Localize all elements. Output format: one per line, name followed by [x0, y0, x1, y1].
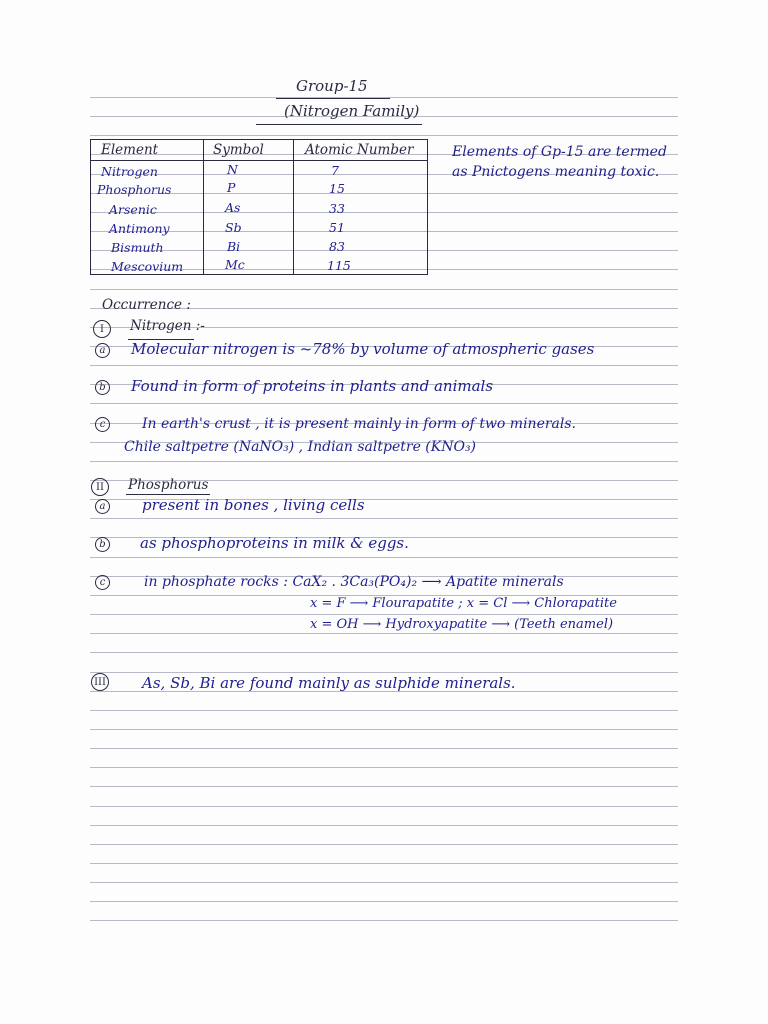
point-marker-c: c: [95, 575, 110, 590]
ruled-line: [90, 557, 678, 558]
ruled-line: [90, 633, 678, 634]
nitrogen-point-c: In earth's crust , it is present mainly in form of two minerals.: [142, 416, 577, 432]
phosphorus-heading-underline: [126, 494, 210, 495]
table-cell-element: Phosphorus: [97, 182, 172, 197]
table-cell-symbol: Mc: [225, 257, 245, 272]
phosphorus-point-c-fluorapatite: x = F ⟶ Flourapatite ; x = Cl ⟶ Chlorapatite: [310, 596, 617, 611]
table-cell-symbol: Bi: [227, 239, 241, 254]
table-cell-element: Mescovium: [111, 259, 184, 274]
table-header-element: Element: [101, 142, 159, 158]
table-cell-symbol: P: [227, 180, 236, 195]
table-cell-atomic-number: 33: [329, 201, 345, 216]
roman-numeral-3: III: [91, 673, 109, 691]
ruled-line: [90, 461, 678, 462]
table-cell-symbol: N: [227, 162, 238, 177]
ruled-line: [90, 767, 678, 768]
table-cell-symbol: Sb: [225, 220, 242, 235]
ruled-line: [90, 748, 678, 749]
phosphorus-point-c: in phosphate rocks : CaX₂ . 3Ca₃(PO₄)₂ ⟶ Apatite minerals: [144, 574, 564, 590]
sulphide-minerals-note: As, Sb, Bi are found mainly as sulphide minerals.: [142, 674, 516, 692]
table-cell-atomic-number: 51: [329, 220, 345, 235]
point-marker-c: c: [95, 417, 110, 432]
ruled-line: [90, 882, 678, 883]
ruled-line: [90, 135, 678, 136]
ruled-line: [90, 844, 678, 845]
ruled-line: [90, 901, 678, 902]
roman-numeral-2: II: [91, 478, 109, 496]
nitrogen-point-a: Molecular nitrogen is ~78% by volume of atmospheric gases: [131, 340, 595, 358]
ruled-line: [90, 920, 678, 921]
roman-numeral-1: I: [93, 320, 111, 338]
table-cell-symbol: As: [225, 200, 241, 215]
side-note-line-1: Elements of Gp-15 are termed: [452, 144, 667, 160]
phosphorus-point-a: present in bones , living cells: [142, 496, 365, 514]
point-marker-a: a: [95, 343, 110, 358]
table-cell-element: Antimony: [109, 221, 170, 236]
title-underline-1: [276, 98, 390, 99]
table-header-symbol: Symbol: [213, 142, 264, 158]
nitrogen-point-b: Found in form of proteins in plants and animals: [131, 377, 494, 395]
title-line-1: Group-15: [296, 77, 368, 95]
occurrence-heading: Occurrence :: [102, 297, 191, 313]
table-cell-element: Arsenic: [109, 202, 157, 217]
nitrogen-heading: Nitrogen :-: [130, 318, 205, 334]
ruled-line: [90, 863, 678, 864]
title-line-2: (Nitrogen Family): [284, 102, 420, 120]
nitrogen-point-c-minerals: Chile saltpetre (NaNO₃) , Indian saltpetre (KNO₃): [124, 439, 477, 455]
ruled-line: [90, 365, 678, 366]
ruled-line: [90, 672, 678, 673]
ruled-line: [90, 518, 678, 519]
table-cell-atomic-number: 7: [331, 163, 339, 178]
ruled-line: [90, 614, 678, 615]
title-underline-2: [256, 124, 422, 125]
ruled-line: [90, 825, 678, 826]
table-cell-atomic-number: 115: [327, 258, 351, 273]
ruled-line: [90, 289, 678, 290]
phosphorus-point-c-hydroxyapatite: x = OH ⟶ Hydroxyapatite ⟶ (Teeth enamel): [310, 617, 614, 632]
elements-table: [90, 139, 428, 275]
point-marker-b: b: [95, 380, 110, 395]
ruled-line: [90, 403, 678, 404]
point-marker-b: b: [95, 537, 110, 552]
ruled-line: [90, 710, 678, 711]
table-cell-element: Bismuth: [111, 240, 164, 255]
ruled-line: [90, 729, 678, 730]
table-cell-atomic-number: 83: [329, 239, 345, 254]
phosphorus-point-b: as phosphoproteins in milk & eggs.: [140, 534, 409, 552]
table-cell-atomic-number: 15: [329, 181, 345, 196]
ruled-line: [90, 806, 678, 807]
ruled-line: [90, 652, 678, 653]
point-marker-a: a: [95, 499, 110, 514]
table-cell-element: Nitrogen: [101, 164, 158, 179]
side-note-line-2: as Pnictogens meaning toxic.: [452, 164, 660, 180]
table-header-divider: [91, 160, 427, 161]
ruled-line: [90, 786, 678, 787]
phosphorus-heading: Phosphorus: [128, 477, 209, 493]
table-header-atomic-number: Atomic Number: [305, 142, 414, 158]
